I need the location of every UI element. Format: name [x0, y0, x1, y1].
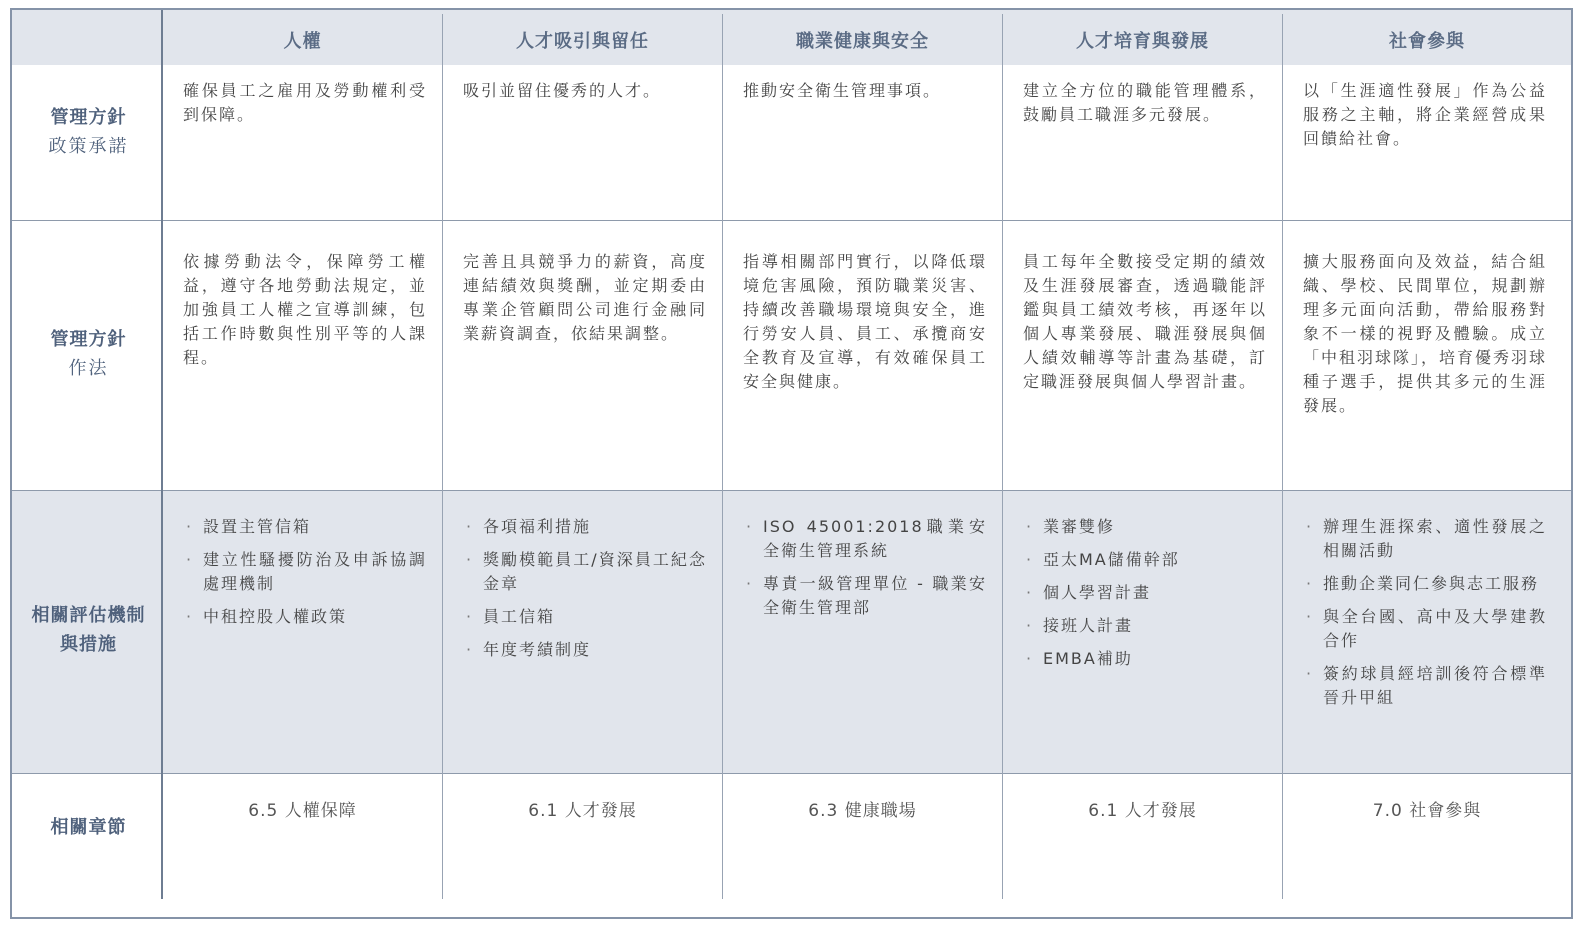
- row-label-chapters-text: 相關章節: [50, 816, 127, 838]
- column-header-human-rights: 人權: [283, 31, 322, 52]
- policy-cell-talent-development: 建立全方位的職能管理體系，鼓勵員工職涯多元發展。: [1023, 81, 1267, 124]
- chapter-cell-human-rights: 6.5 人權保障: [248, 800, 357, 821]
- chapter-cell-occupational-safety: 6.3 健康職場: [808, 800, 917, 821]
- list-item: · 辦理生涯探索、適性發展之相關活動: [1303, 515, 1547, 563]
- row-label-method-main: 管理方針: [50, 329, 127, 350]
- row-label-method: [12, 324, 165, 384]
- evaluation-list: [463, 515, 707, 662]
- column-header-talent-attraction: 人才吸引與留任: [516, 31, 649, 52]
- column-header-social-participation: 社會參與: [1389, 31, 1465, 52]
- row-label-evaluation: [12, 600, 165, 660]
- row-label-policy: [12, 102, 165, 162]
- list-item: · 獎勵模範員工/資深員工紀念金章: [463, 548, 707, 596]
- evaluation-cell-talent-development: [1023, 515, 1267, 680]
- evaluation-cell-occupational-safety: [743, 515, 987, 629]
- policy-cell-social-participation: 以「生涯適性發展」作為公益服務之主軸，將企業經營成果回饋給社會。: [1303, 81, 1547, 148]
- list-item: · 業審雙修: [1023, 515, 1267, 539]
- method-cell-talent-attraction: 完善且具競爭力的薪資，高度連結績效與獎酬，並定期委由專業企管顧問公司進行金融同業薪資調查，依結果調整。: [463, 252, 707, 343]
- row-label-evaluation-line2: 與措施: [60, 634, 117, 655]
- method-cell-human-rights: 依據勞動法令，保障勞工權益，遵守各地勞動法規定，並加強員工人權之宣導訓練，包括工作時數與性別平等的人課程。: [183, 252, 427, 367]
- evaluation-list: [1023, 515, 1267, 671]
- evaluation-list: [743, 515, 987, 620]
- list-item: · 亞太MA儲備幹部: [1023, 548, 1267, 572]
- list-item: · 中租控股人權政策: [183, 605, 427, 629]
- list-item: · 與全台國、高中及大學建教合作: [1303, 605, 1547, 653]
- list-item: · 建立性騷擾防治及申訴協調處理機制: [183, 548, 427, 596]
- policy-cell-talent-attraction: 吸引並留住優秀的人才。: [463, 81, 662, 100]
- list-item: · 個人學習計畫: [1023, 581, 1267, 605]
- list-item: · 推動企業同仁參與志工服務: [1303, 572, 1547, 596]
- row-label-policy-sub: 政策承諾: [48, 136, 129, 157]
- evaluation-cell-social-participation: [1303, 515, 1547, 719]
- policy-cell-occupational-safety: 推動安全衛生管理事項。: [743, 81, 942, 100]
- row-label-evaluation-line1: 相關評估機制: [31, 605, 146, 626]
- list-item: · 接班人計畫: [1023, 614, 1267, 638]
- chapter-cell-social-participation: 7.0 社會參與: [1372, 800, 1482, 821]
- method-cell-social-participation: 擴大服務面向及效益，結合組織、學校、民間單位，規劃辦理多元面向活動，帶給服務對象不一樣的視野及體驗。成立「中租羽球隊」，培育優秀羽球種子選手，提供其多元的生涯發展。: [1303, 252, 1548, 415]
- evaluation-cell-talent-attraction: [463, 515, 707, 671]
- row-label-policy-main: 管理方針: [50, 107, 127, 128]
- row-label-chapters: [12, 810, 165, 844]
- evaluation-cell-human-rights: [183, 515, 427, 638]
- list-item: · 各項福利措施: [463, 515, 707, 539]
- column-header-talent-development: 人才培育與發展: [1076, 31, 1209, 52]
- list-item: · 年度考績制度: [463, 638, 707, 662]
- method-cell-talent-development: 員工每年全數接受定期的績效及生涯發展審查，透過職能評鑑與員工績效考核，再逐年以個人專業發展、職涯發展與個人績效輔導等計畫為基礎，訂定職涯發展與個人學習計畫。: [1023, 252, 1267, 391]
- list-item: · 專責一級管理單位 - 職業安全衛生管理部: [743, 572, 987, 620]
- list-item: · 設置主管信箱: [183, 515, 427, 539]
- chapter-cell-talent-development: 6.1 人才發展: [1088, 800, 1197, 821]
- list-item: · EMBA補助: [1023, 647, 1267, 671]
- evaluation-list: [1303, 515, 1547, 710]
- method-cell-occupational-safety: 指導相關部門實行，以降低環境危害風險，預防職業災害、持續改善職場環境與安全，進行勞安人員、員工、承攬商安全教育及宣導，有效確保員工安全與健康。: [743, 252, 987, 391]
- evaluation-list: [183, 515, 427, 629]
- policy-cell-human-rights: 確保員工之雇用及勞動權利受到保障。: [183, 81, 427, 124]
- list-item: · 員工信箱: [463, 605, 707, 629]
- list-item: · ISO 45001:2018職業安全衛生管理系統: [743, 515, 987, 563]
- column-header-occupational-safety: 職業健康與安全: [796, 31, 929, 52]
- chapter-cell-talent-attraction: 6.1 人才發展: [528, 800, 637, 821]
- list-item: · 簽約球員經培訓後符合標準晉升甲組: [1303, 662, 1547, 710]
- row-label-method-sub: 作法: [68, 358, 109, 379]
